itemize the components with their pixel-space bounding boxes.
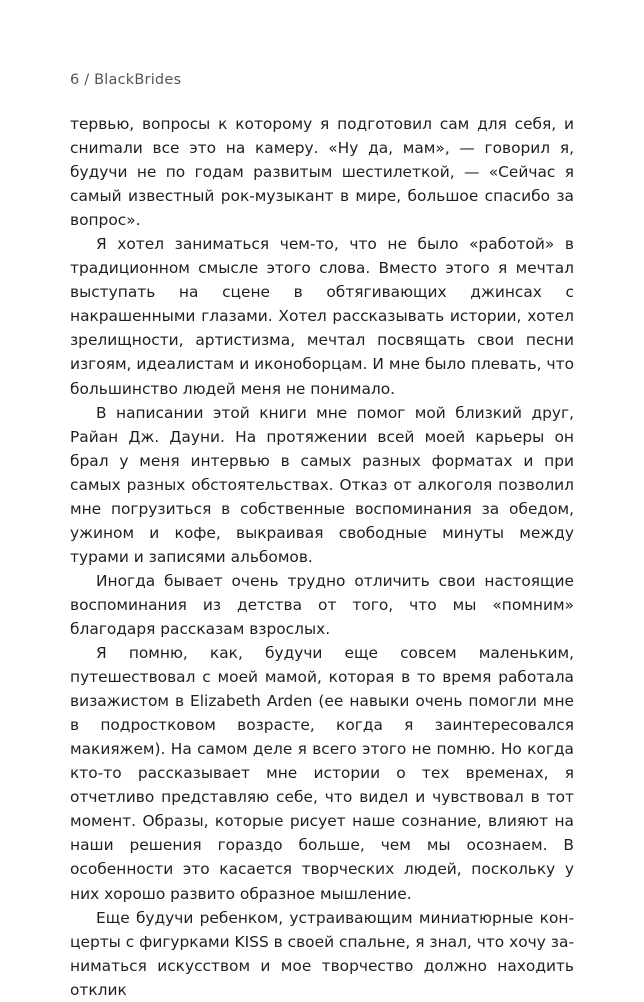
book-title: BlackBrides xyxy=(94,72,182,88)
body-text xyxy=(70,112,574,1002)
paragraph: В написании этой книги мне помог мой близкий друг, Райан Дж. Дауни. На протяжении всей моей карьеры он брал у меня интервью в самых разных форматах и при самых разных обстоятельствах. Отказ от алкоголя позволил мне погрузиться в собственные воспоминания за обедом, ужином и кофе, выкраивая свободные минуты между турами и записями альбомов. xyxy=(70,403,574,566)
paragraph: Я хотел заниматься чем-то, что не было «работой» в традиционном смысле этого слова. Вместо этого я мечтал выступать на сцене в обтягивающих джинсах с накрашенными глазами. Хотел рассказывать истории, хотел зрелищности, артистизма, мечтал посвящать свои песни изгоям, идеалистам и иконоборцам. И мне было плевать, что большинство людей меня не понимало. xyxy=(70,235,574,398)
paragraph: Я помню, как, будучи еще совсем маленьким, путешествовал с моей мамой, которая в то время работала визажистом в Elizabeth Arden (ее навыки очень помогли мне в подростковом возрасте, когда я заинтересовался макияжем). На самом деле я всего этого не помню. Но когда кто-то рассказывает мне истории о тех временах, я отчетливо представляю себе, что видел и чувствовал в тот момент. Образы, которые рисует наше сознание, влияют на наши решения гораздо больше, чем мы осознаем. В особенности это касается творческих людей, поскольку у них хорошо развито образное мышление. xyxy=(70,644,574,903)
page-number: 6 xyxy=(70,72,80,88)
paragraph: Еще будучи ребенком, устраивающим миниатюрные концерты с фигурками KISS в своей спальне, я знал, что хочу заниматься искусством и мое творчество должно находить отклик xyxy=(70,908,574,999)
paragraph: Иногда бывает очень трудно отличить свои настоящие воспоминания из детства от того, что мы «помним» благодаря рассказам взрослых. xyxy=(70,571,574,638)
running-header xyxy=(70,70,181,90)
paragraph: тервью, вопросы к которому я подготовил сам для себя, и сниmали все это на камеру. «Ну да, мам», — говорил я, будучи не по годам развитым шестилеткой, — «Сейчас я самый известный рок-музыкант в мире, большое спасибо за вопрос». xyxy=(70,115,574,230)
header-separator: / xyxy=(84,72,90,88)
